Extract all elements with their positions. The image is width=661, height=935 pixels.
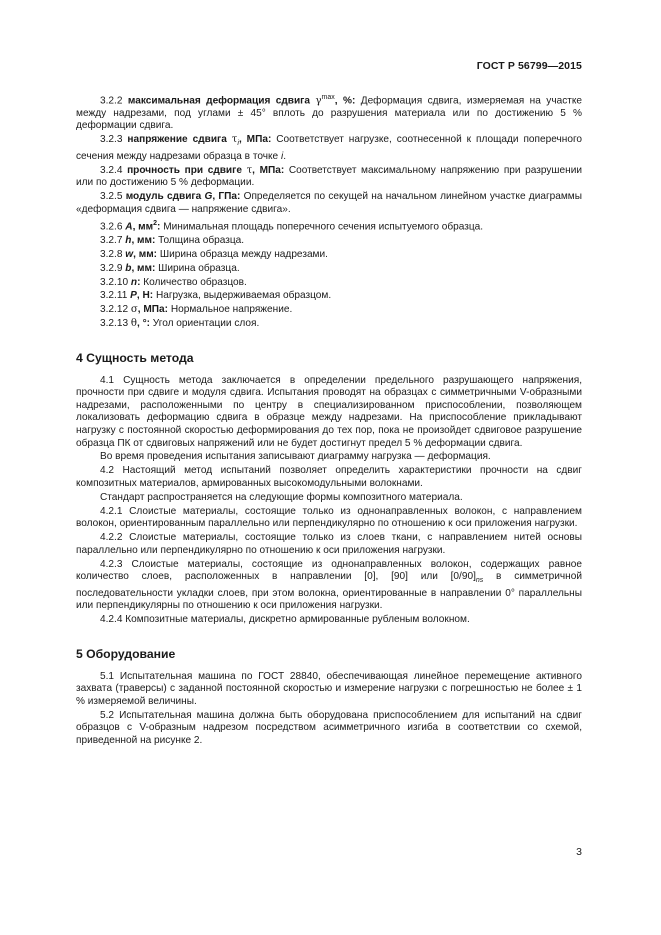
clause-4-2-4: 4.2.4 Композитные материалы, дискретно армированные рубленым волокном. [100,614,470,626]
clause-3-2-12 [76,304,582,317]
symbol: τ [231,134,238,146]
unit: , МПа: [238,134,272,146]
definition: Минимальная площадь поперечного сечения испытуемого образца. [160,221,484,233]
symbol: γ [315,95,322,107]
clause-number: 3.2.2 [100,95,123,107]
layup-subscript: ns [475,577,484,585]
clause-3-2-10 [76,277,582,290]
symbol-subscript: i [237,140,239,148]
clause-text: 4.2.3 Слоистые материалы, состоящие из однонаправленных волокон, содержащих равное количество слоев, расположенных в направлении [0], [90] или [0/90] [76,558,582,583]
clause-number: 3.2.5 [100,191,123,203]
symbol: b [125,262,132,274]
clause-4-2-1: 4.2.1 Слоистые материалы, состоящие только из однонаправленных волокон, с направлением волокон, ориентированным параллельно или перпендикулярно по отношению к оси приложения нагрузки. [76,505,582,530]
term: максимальная деформация сдвига [127,95,311,107]
unit: , мм: [131,262,156,274]
symbol: P [130,290,137,302]
unit: , %: [334,95,356,107]
standard-designation: ГОСТ Р 56799—2015 [476,60,582,72]
clause-3-2-3 [76,134,582,163]
clause-3-2-4 [76,165,582,190]
point-symbol: i [280,150,284,162]
clause-4-2-3 [76,559,582,613]
unit: , МПа: [137,304,169,316]
definition-end: . [283,150,286,162]
definition: Нагрузка, выдерживаемая образцом. [153,290,332,302]
unit: , ГПа: [212,191,241,203]
section-heading-5: 5 Оборудование [76,646,176,661]
symbol: θ [130,318,137,330]
clause-3-2-13 [76,318,582,331]
term: прочность при сдвиге [127,164,242,176]
clause-number: 3.2.12 [100,304,129,316]
clause-number: 3.2.7 [100,234,123,246]
symbol: w [125,248,134,260]
definition: Деформация сдвига, измеряемая на участке между надрезами, под углами ± 45° вплоть до разрушения материала или по достижению 5 % деформации сдвига. [76,95,583,132]
unit: , мм [132,221,154,233]
clause-4-2-2: 4.2.2 Слоистые материалы, состоящие только из слоев ткани, с направлением нитей основы параллельно или перпендикулярно по отношению к оси приложения нагрузки. [76,532,582,556]
clause-number: 3.2.10 [100,276,129,288]
paragraph-diagram: Во время проведения испытания записывают диаграмму нагрузка — деформация. [100,451,491,463]
clause-number: 3.2.13 [100,318,129,330]
unit-superscript: 2 [153,219,158,227]
definition: Определяется по секущей на начальном линейном участке диаграммы «деформация сдвига — напряжение сдвига». [76,191,582,215]
page-number: 3 [576,846,582,858]
clause-number: 3.2.9 [100,262,123,274]
symbol: n [130,276,138,288]
clause-number: 3.2.3 [100,134,123,146]
clause-3-2-11 [76,290,582,303]
unit: , мм: [131,234,156,246]
unit: , Н: [136,290,154,302]
clause-3-2-2 [76,92,582,133]
clause-3-2-8 [76,249,582,262]
clause-3-2-5 [76,191,582,216]
clause-text-continued: в симметричной последовательности укладки слоев, при этом волокна, ориентированные в направлении 0° параллельны или перпендикулярны по отношению к оси приложения нагрузки. [76,571,582,612]
clause-5-2: 5.2 Испытательная машина должна быть оборудована приспособлением для испытаний на сдвиг образцов с V-образным надрезом посредством асимметричного изгиба в соответствии со схемой, приведенной на рисунке 2. [76,709,582,746]
symbol: τ [246,164,253,176]
symbol: G [204,191,213,203]
unit: , МПа: [252,164,285,176]
symbol: h [125,234,132,246]
definition: Толщина образца. [155,234,245,246]
clause-3-2-6 [76,218,582,234]
definition: Количество образцов. [140,276,247,288]
clause-5-1: 5.1 Испытательная машина по ГОСТ 28840, обеспечивающая линейное перемещение активного захвата (траверсы) с заданной постоянной скоростью и измерение нагрузки с погрешностью не более ± 1 % измеряемой величины. [76,670,582,707]
clause-3-2-7 [76,235,582,248]
unit: : [137,276,141,288]
definition: Ширина образца. [155,262,240,274]
term: модуль сдвига [125,191,202,203]
symbol: σ [130,304,138,316]
clause-number: 3.2.11 [100,290,128,302]
definition: Ширина образца между надрезами. [157,248,328,260]
section-heading-4: 4 Сущность метода [76,350,194,365]
clause-number: 3.2.6 [100,221,123,233]
paragraph-scope: Стандарт распространяется на следующие формы композитного материала. [100,491,463,503]
symbol-superscript: max [321,94,335,101]
definition: Угол ориентации слоя. [149,318,260,330]
clause-4-2: 4.2 Настоящий метод испытаний позволяет определить характеристики прочности на сдвиг композитных материалов, армированных высокомодульными волокнами. [76,465,582,489]
unit: , мм: [133,248,158,260]
clause-4-1: 4.1 Сущность метода заключается в определении предельного разрушающего напряжения, прочности при сдвиге и модуля сдвига. Испытания проводят на образцах с симметричными V-образными надрезами, расположенными по центру в специализированном приспособлении, позволяющем локализовать деформацию сдвига в образце между надрезами. На приспособление прикладывают нагрузку с постоянной скоростью деформирования до тех пор, пока не произойдет сдвиговое разрушение образца ПК от сдвиговых напряжений или не будет достигнут предел 5 % деформации сдвига. [76,374,582,449]
definition: Соответствует нагрузке, соотнесенной к площади поперечного сечения между надрезами образца в точке [76,134,583,162]
definition: Нормальное напряжение. [168,304,293,316]
term: напряжение сдвига [127,134,227,146]
definition: Соответствует максимальному напряжению при разрушении или по достижению 5 % деформации. [76,164,582,189]
clause-3-2-9 [76,263,582,276]
unit-colon: : [157,221,161,233]
page-content [76,92,582,749]
unit: , °: [136,318,150,330]
clause-number: 3.2.4 [100,164,123,176]
clause-number: 3.2.8 [100,248,123,260]
symbol: A [125,221,133,233]
